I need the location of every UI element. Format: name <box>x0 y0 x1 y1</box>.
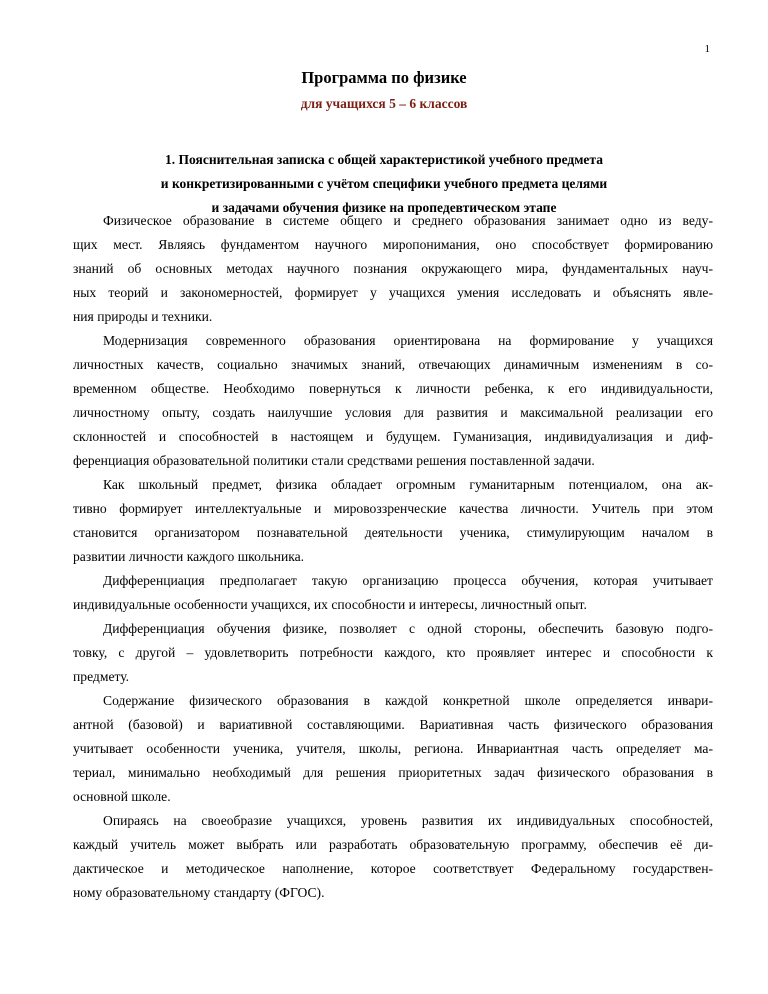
section-heading-line: и задачами обучения физике на пропедевтическом этапе <box>211 200 557 215</box>
paragraph <box>73 209 713 329</box>
paragraph-line: териал, минимально необходимый для решения приоритетных задач физического образования в <box>73 765 713 780</box>
paragraph-line: учитывает особенности ученика, учителя, школы, региона. Инвариантная часть определяет ма- <box>73 741 713 756</box>
section-heading-line: и конкретизированными с учётом специфики учебного предмета целями <box>160 176 608 191</box>
section-heading-line: 1. Пояснительная записка с общей характеристикой учебного предмета <box>165 152 603 167</box>
paragraph-line: ния природы и техники. <box>73 309 213 324</box>
paragraph-line: личностному опыту, создать наилучшие условия для развития и максимальной реализации его <box>73 405 713 420</box>
paragraph-line: Как школьный предмет, физика обладает огромным гуманитарным потенциалом, она ак- <box>103 477 713 492</box>
paragraph-line: Опираясь на своеобразие учащихся, уровень развития их индивидуальных способностей, <box>103 813 713 828</box>
paragraph-line: ных теорий и закономерностей, формирует у учащихся умения исследовать и объяснять явле- <box>73 285 713 300</box>
paragraph-line: Содержание физического образования в каждой конкретной школе определяется инвари- <box>103 693 713 708</box>
paragraph-line: щих мест. Являясь фундаментом научного миропонимания, оно способствует формированию <box>73 237 713 252</box>
paragraph-line: становится организатором познавательной деятельности ученика, стимулирующим началом в <box>73 525 713 540</box>
paragraph-line: Дифференциация обучения физике, позволяет с одной стороны, обеспечить базовую подго- <box>103 621 713 636</box>
paragraph-line: предмету. <box>73 669 130 684</box>
paragraph-line: Модернизация современного образования ориентирована на формирование у учащихся <box>103 333 713 348</box>
paragraph-line: Физическое образование в системе общего и среднего образования занимает одно из веду- <box>103 213 713 228</box>
paragraph-line: индивидуальные особенности учащихся, их способности и интересы, личностный опыт. <box>73 597 587 612</box>
paragraph <box>73 617 713 689</box>
paragraph-line: развитии личности каждого школьника. <box>73 549 305 564</box>
document-subtitle: для учащихся 5 – 6 классов <box>300 96 468 111</box>
paragraph-line: временном обществе. Необходимо повернуться к личности ребенка, к его индивидуальности, <box>73 381 713 396</box>
paragraph-line: товку, с другой – удовлетворить потребности каждого, кто проявляет интерес и способности к <box>73 645 713 660</box>
paragraph-line: ференциация образовательной политики стали средствами решения поставленной задачи. <box>73 453 595 468</box>
paragraph <box>73 689 713 809</box>
paragraph-line: знаний об основных методах научного познания окружающего мира, фундаментальных науч- <box>73 261 713 276</box>
paragraph-line: личностных качеств, социально значимых знаний, отвечающих динамичным изменениям в со- <box>73 357 713 372</box>
paragraph-line: антной (базовой) и вариативной составляющими. Вариативная часть физического образования <box>73 717 713 732</box>
document-title: Программа по физике <box>301 68 467 87</box>
paragraph-line: Дифференциация предполагает такую организацию процесса обучения, которая учитывает <box>103 573 713 588</box>
paragraph-line: основной школе. <box>73 789 171 804</box>
paragraph <box>73 809 713 905</box>
paragraph-line: ному образовательному стандарту (ФГОС). <box>73 885 325 900</box>
paragraph-line: склонностей и способностей в настоящем и будущем. Гуманизация, индивидуализация и диф- <box>73 429 713 444</box>
paragraph-line: каждый учитель может выбрать или разработать образовательную программу, обеспечив её ди- <box>73 837 713 852</box>
paragraph <box>73 473 713 569</box>
paragraph-line: дактическое и методическое наполнение, которое соответствует Федеральному государствен- <box>73 861 713 876</box>
paragraph-line: тивно формирует интеллектуальные и мировоззренческие качества личности. Учитель при этом <box>73 501 713 516</box>
paragraph <box>73 569 713 617</box>
paragraph <box>73 329 713 473</box>
page-number: 1 <box>704 43 710 55</box>
document-body <box>73 209 713 905</box>
